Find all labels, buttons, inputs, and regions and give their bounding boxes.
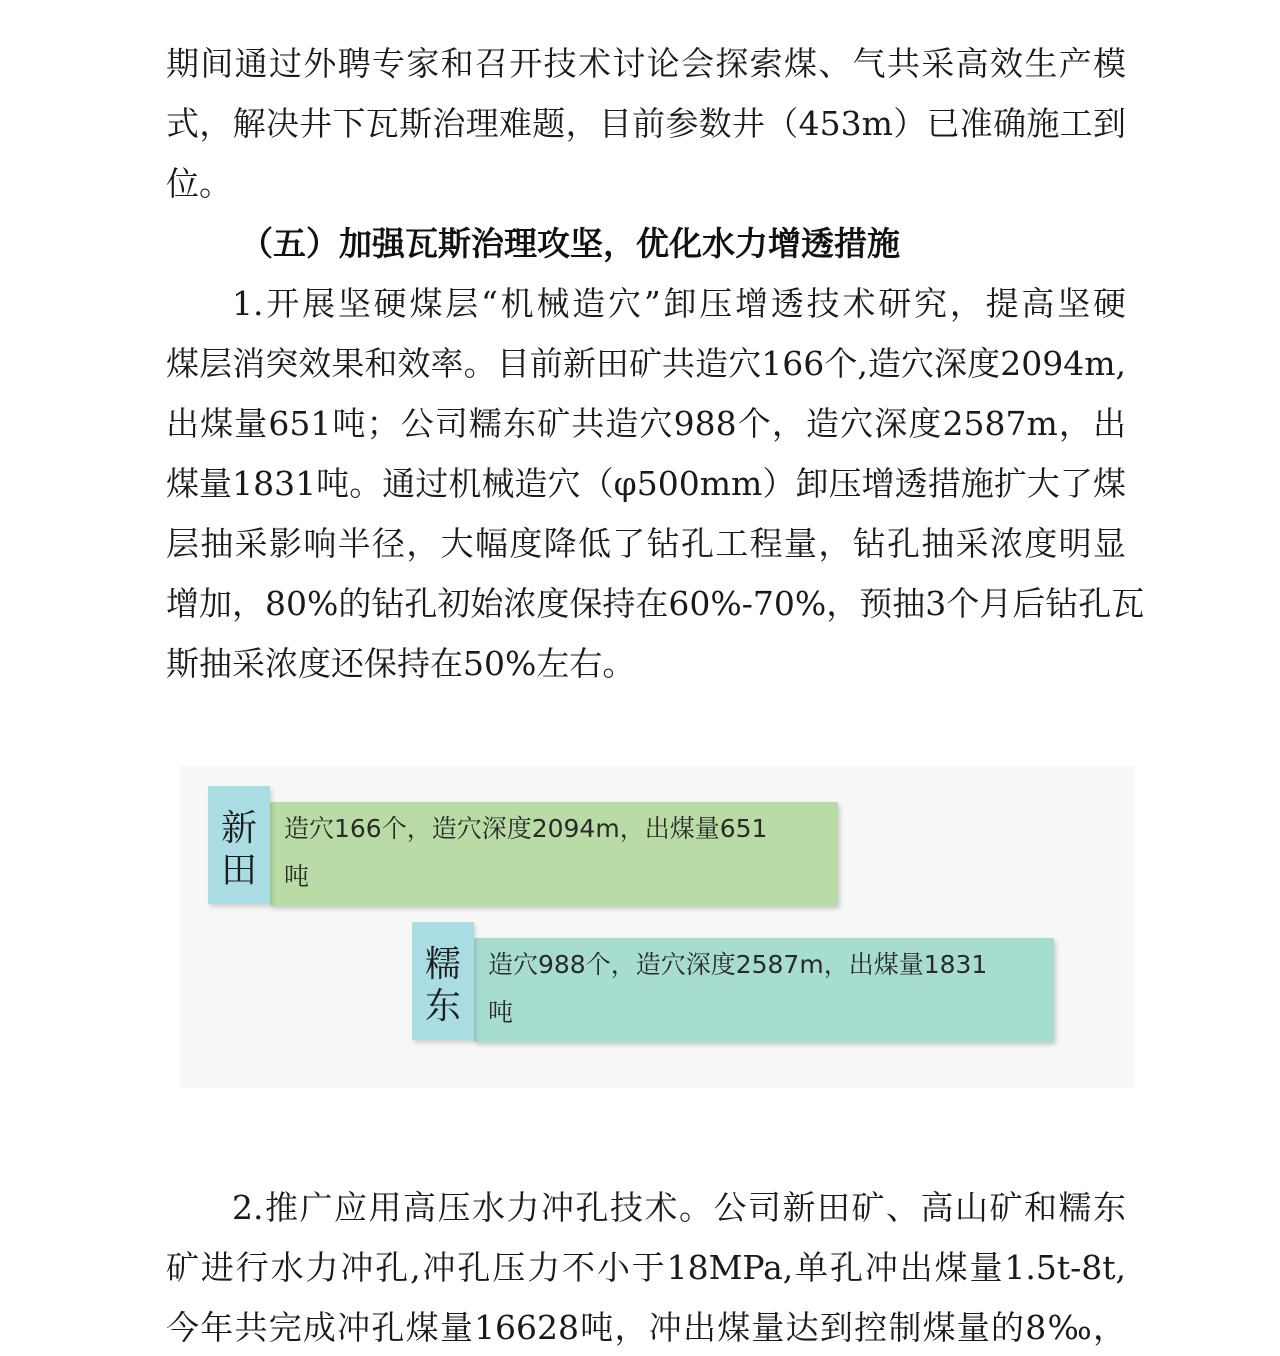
nuodong-label-char: 东: [424, 986, 461, 1027]
paragraph-line: 层抽采影响半径，大幅度降低了钻孔工程量，钻孔抽采浓度明显: [166, 524, 1126, 563]
xintian-label-char: 田: [220, 850, 257, 891]
paragraph-line: 出煤量651吨；公司糯东矿共造穴988个，造穴深度2587m，出: [166, 404, 1126, 443]
xintian-label-char: 新: [220, 808, 257, 849]
nuodong-info-line: 吨: [488, 998, 514, 1027]
paragraph-line: 1.开展坚硬煤层“机械造穴”卸压增透技术研究，提高坚硬: [232, 284, 1126, 323]
paragraph-line: 增加，80%的钻孔初始浓度保持在60%-70%，预抽3个月后钻孔瓦: [166, 584, 1145, 623]
nuodong-label-char: 糯: [424, 944, 461, 985]
paragraph-line: 式，解决井下瓦斯治理难题，目前参数井（453m）已准确施工到: [166, 104, 1126, 143]
mine-summary-figure: [180, 766, 1134, 1088]
xintian-label-tab: [208, 786, 270, 904]
xintian-info-box: [270, 802, 838, 906]
nuodong-info-line: 造穴988个，造穴深度2587m，出煤量1831: [488, 950, 988, 979]
paragraph-line: 今年共完成冲孔煤量16628吨，冲出煤量达到控制煤量的8‰，: [166, 1308, 1126, 1347]
xintian-info-line: 吨: [284, 862, 310, 891]
paragraph-line: 煤量1831吨。通过机械造穴（φ500mm）卸压增透措施扩大了煤: [166, 464, 1126, 503]
nuodong-label-tab: [412, 922, 474, 1040]
paragraph-line: 2.推广应用高压水力冲孔技术。公司新田矿、高山矿和糯东: [232, 1188, 1126, 1227]
xintian-info-line: 造穴166个，造穴深度2094m，出煤量651: [284, 814, 768, 843]
paragraph-line: 煤层消突效果和效率。目前新田矿共造穴166个,造穴深度2094m,: [166, 344, 1126, 383]
paragraph-line: 斯抽采浓度还保持在50%左右。: [166, 644, 636, 683]
section-heading: （五）加强瓦斯治理攻坚，优化水力增透措施: [240, 224, 900, 263]
paragraph-line: 矿进行水力冲孔,冲孔压力不小于18MPa,单孔冲出煤量1.5t-8t,: [166, 1248, 1126, 1287]
paragraph-line: 期间通过外聘专家和召开技术讨论会探索煤、气共采高效生产模: [166, 44, 1126, 83]
paragraph-line: 位。: [166, 164, 232, 203]
nuodong-info-box: [474, 938, 1054, 1042]
